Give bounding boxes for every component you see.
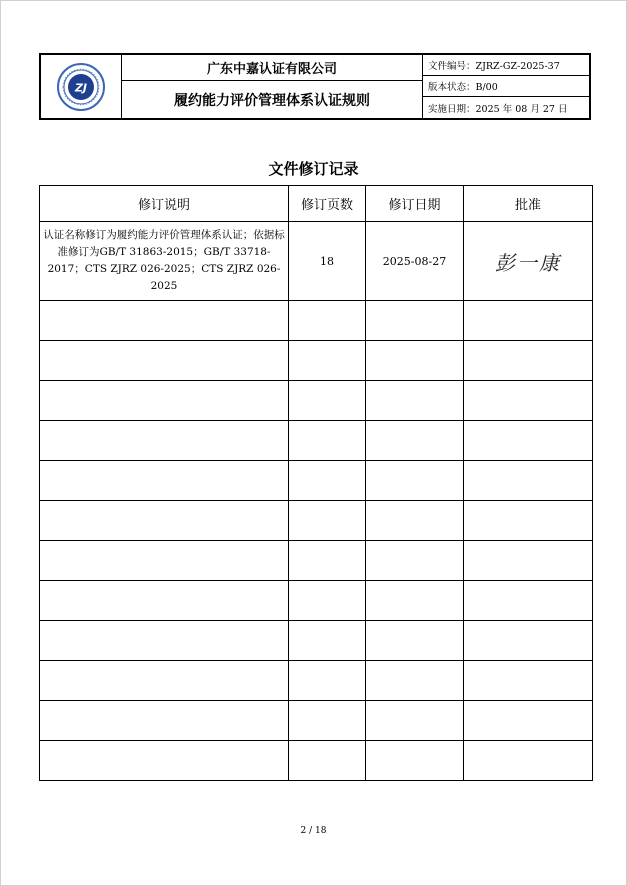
document-number: 文件编号：ZJRZ-GZ-2025-37 bbox=[423, 55, 590, 76]
table-row bbox=[40, 381, 593, 421]
empty-cell bbox=[464, 581, 593, 621]
empty-cell bbox=[366, 461, 464, 501]
table-row bbox=[40, 581, 593, 621]
empty-cell bbox=[289, 741, 366, 781]
empty-cell bbox=[366, 421, 464, 461]
empty-cell bbox=[289, 341, 366, 381]
document-header bbox=[39, 53, 591, 120]
table-row bbox=[40, 301, 593, 341]
empty-cell bbox=[464, 661, 593, 701]
empty-cell bbox=[289, 301, 366, 341]
empty-cell bbox=[40, 301, 289, 341]
empty-rows bbox=[40, 301, 593, 781]
approver-signature-cell bbox=[464, 222, 593, 301]
empty-cell bbox=[464, 341, 593, 381]
logo-initials: ZJ bbox=[74, 81, 88, 95]
empty-cell bbox=[289, 501, 366, 541]
empty-cell bbox=[366, 341, 464, 381]
empty-cell bbox=[40, 741, 289, 781]
table-header-row bbox=[40, 186, 593, 222]
column-header-pages: 修订页数 bbox=[289, 186, 366, 222]
empty-cell bbox=[40, 381, 289, 421]
column-header-date: 修订日期 bbox=[366, 186, 464, 222]
empty-cell bbox=[40, 541, 289, 581]
version-status: 版本状态：B/00 bbox=[423, 76, 590, 97]
approver-signature: 彭一康 bbox=[495, 250, 561, 275]
column-header-description: 修订说明 bbox=[40, 186, 289, 222]
company-logo bbox=[57, 63, 105, 111]
empty-cell bbox=[366, 381, 464, 421]
empty-cell bbox=[289, 621, 366, 661]
empty-cell bbox=[289, 421, 366, 461]
empty-cell bbox=[464, 501, 593, 541]
revision-date: 2025-08-27 bbox=[366, 222, 464, 301]
effective-date: 实施日期：2025 年 08 月 27 日 bbox=[428, 103, 568, 115]
revision-description-cell bbox=[40, 222, 289, 301]
empty-cell bbox=[40, 621, 289, 661]
revision-record-title: 文件修订记录 bbox=[268, 160, 359, 178]
empty-cell bbox=[289, 541, 366, 581]
logo-cell bbox=[41, 55, 122, 118]
empty-cell bbox=[464, 421, 593, 461]
revision-pages: 18 bbox=[289, 222, 366, 301]
empty-cell bbox=[464, 621, 593, 661]
empty-cell bbox=[366, 661, 464, 701]
empty-cell bbox=[366, 581, 464, 621]
empty-cell bbox=[40, 581, 289, 621]
empty-cell bbox=[289, 581, 366, 621]
empty-cell bbox=[464, 381, 593, 421]
empty-cell bbox=[464, 541, 593, 581]
empty-cell bbox=[366, 621, 464, 661]
empty-cell bbox=[464, 461, 593, 501]
empty-cell bbox=[289, 381, 366, 421]
empty-cell bbox=[40, 461, 289, 501]
empty-cell bbox=[40, 661, 289, 701]
table-row bbox=[40, 661, 593, 701]
empty-cell bbox=[40, 501, 289, 541]
empty-cell bbox=[40, 421, 289, 461]
table-row bbox=[40, 501, 593, 541]
revision-description: 认证名称修订为履约能力评价管理体系认证；依据标准修订为GB/T 31863-2015；GB/T 33718-2017；CTS ZJRZ 026-2025；CTS ZJRZ 026-2025 bbox=[43, 229, 285, 292]
empty-cell bbox=[366, 541, 464, 581]
empty-cell bbox=[366, 701, 464, 741]
empty-cell bbox=[289, 701, 366, 741]
document-meta bbox=[422, 55, 590, 118]
table-row bbox=[40, 222, 593, 301]
company-name: 广东中嘉认证有限公司 bbox=[122, 55, 422, 81]
table-row bbox=[40, 421, 593, 461]
empty-cell bbox=[366, 501, 464, 541]
empty-cell bbox=[40, 341, 289, 381]
revision-table bbox=[39, 185, 593, 781]
empty-cell bbox=[464, 701, 593, 741]
document-title: 履约能力评价管理体系认证规则 bbox=[174, 92, 370, 109]
page-number: 2 / 18 bbox=[300, 826, 327, 836]
empty-cell bbox=[366, 741, 464, 781]
empty-cell bbox=[464, 741, 593, 781]
empty-cell bbox=[289, 661, 366, 701]
empty-cell bbox=[289, 461, 366, 501]
table-row bbox=[40, 621, 593, 661]
table-row bbox=[40, 701, 593, 741]
column-header-approval: 批准 bbox=[464, 186, 593, 222]
table-row bbox=[40, 461, 593, 501]
table-row bbox=[40, 541, 593, 581]
empty-cell bbox=[40, 701, 289, 741]
table-row bbox=[40, 741, 593, 781]
empty-cell bbox=[366, 301, 464, 341]
empty-cell bbox=[464, 301, 593, 341]
table-row bbox=[40, 341, 593, 381]
